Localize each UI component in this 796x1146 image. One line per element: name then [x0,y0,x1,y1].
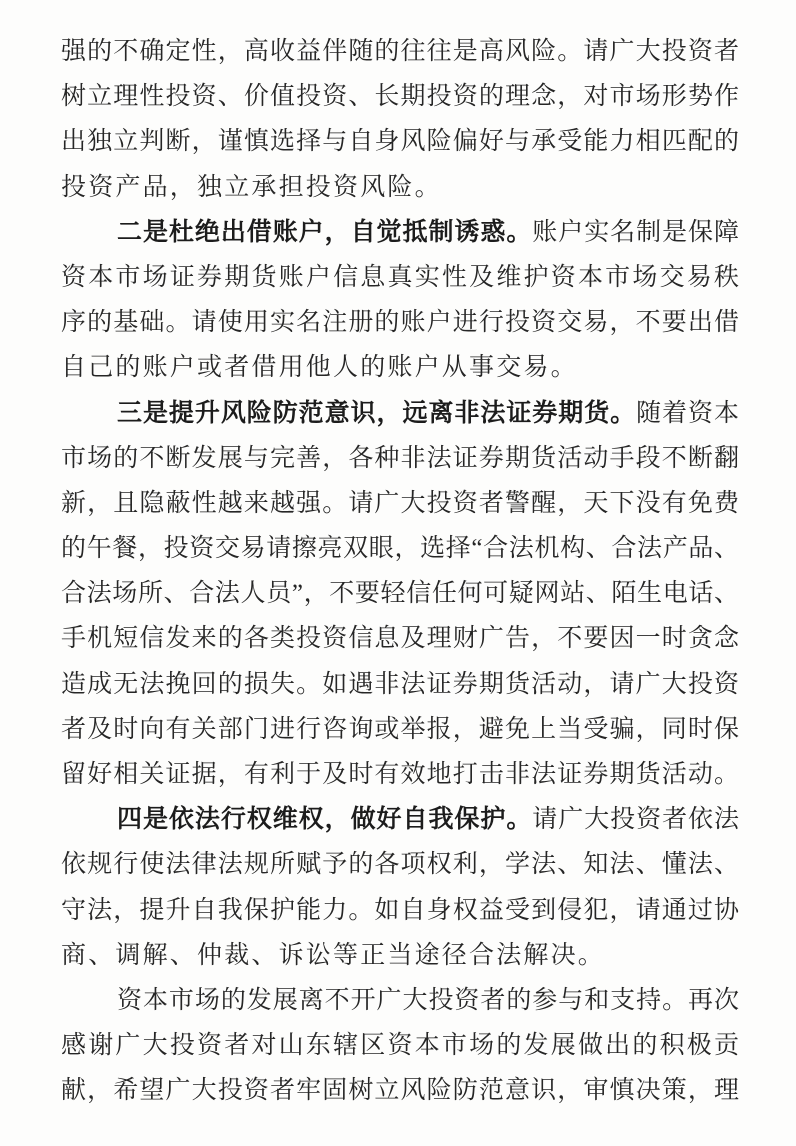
bold-lead-in: 二是杜绝出借账户，自觉抵制诱惑。 [117,218,533,246]
paragraph [61,797,739,978]
text-line: 守法，提升自我保护能力。如自身权益受到侵犯，请通过协 [61,896,739,924]
line-text: 请广大投资者依法 [532,806,739,834]
paragraph [61,391,739,798]
bold-lead-in: 三是提升风险防范意识，远离非法证券期货。 [117,399,637,427]
text-line: 的午餐，投资交易请擦亮双眼，选择“合法机构、合法产品、 [61,535,739,563]
text-line [61,797,739,842]
text-line: 强的不确定性，高收益伴随的往往是高风险。请广大投资者 [61,38,739,65]
text-line: 合法场所、合法人员”，不要轻信任何可疑网站、陌生电话、 [61,580,739,608]
text-line: 自己的账户或者借用他人的账户从事交易。 [61,354,578,382]
text-line: 手机短信发来的各类投资信息及理财广告，不要因一时贪念 [61,625,739,653]
text-line: 依规行使法律法规所赋予的各项权利，学法、知法、懂法、 [61,851,739,879]
text-line: 商、调解、仲裁、诉讼等正当途径合法解决。 [61,941,606,969]
line-text: 随着资本 [636,399,739,427]
line-text: 账户实名制是保障 [532,218,739,246]
text-line: 造成无法挽回的损失。如遇非法证券期货活动，请广大投资 [61,670,739,698]
text-line: 资本市场的发展离不开广大投资者的参与和支持。再次 [117,986,739,1014]
paragraph [61,210,739,391]
text-line: 献，希望广大投资者牢固树立风险防范意识，审慎决策，理 [61,1077,739,1105]
text-line: 新，且隐蔽性越来越强。请广大投资者警醒，天下没有免费 [61,489,739,517]
paragraph [61,978,739,1114]
bold-lead-in: 四是依法行权维权，做好自我保护。 [117,806,533,834]
text-line: 感谢广大投资者对山东辖区资本市场的发展做出的积极贡 [61,1032,739,1060]
text-line: 留好相关证据，有利于及时有效地打击非法证券期货活动。 [61,761,739,788]
text-line: 序的基础。请使用实名注册的账户进行投资交易，不要出借 [61,309,739,337]
text-line: 者及时向有关部门进行咨询或举报，避免上当受骗，同时保 [61,715,739,743]
text-line: 资本市场证券期货账户信息真实性及维护资本市场交易秩 [61,263,739,291]
text-line [61,210,739,255]
text-line [61,391,739,436]
text-line: 投资产品，独立承担投资风险。 [61,173,442,201]
document-body-text [61,29,739,1114]
text-line: 市场的不断发展与完善，各种非法证券期货活动手段不断翻 [61,444,739,472]
text-line: 出独立判断，谨慎选择与自身风险偏好与承受能力相匹配的 [61,128,739,156]
text-line: 树立理性投资、价值投资、长期投资的理念，对市场形势作 [61,83,739,111]
paragraph [61,29,739,210]
